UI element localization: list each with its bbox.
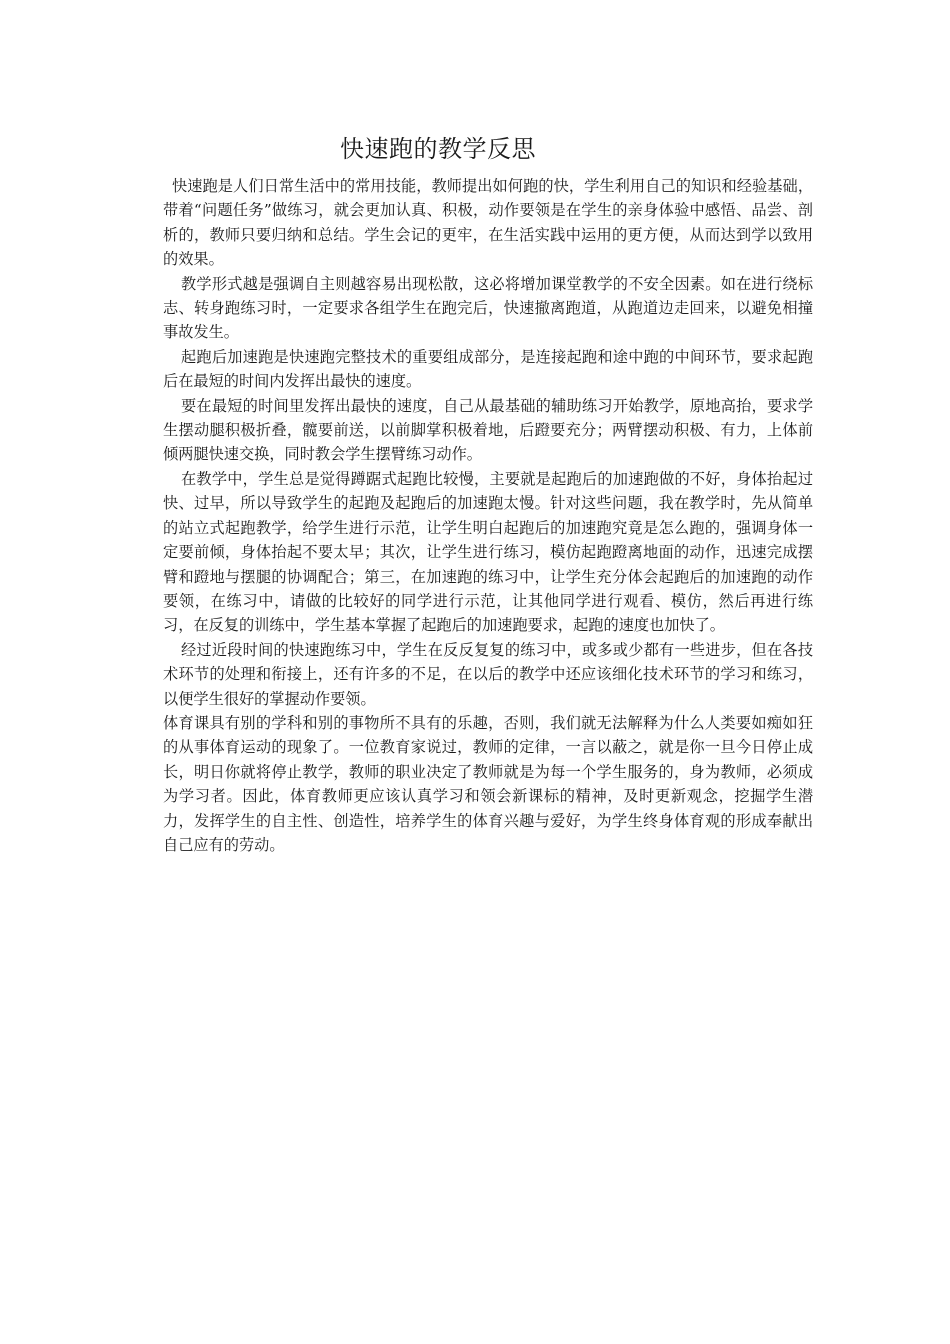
paragraph-drills: 要在最短的时间里发挥出最快的速度，自己从最基础的辅助练习开始教学，原地高抬，要求学生摆动腿积极折叠，髋要前送，以前脚掌积极着地，后蹬要充分；两臂摆动积极、有力，上体前倾两腿快速交换，同时教会学生摆臂练习动作。 bbox=[163, 396, 813, 464]
paragraph-safety: 教学形式越是强调自主则越容易出现松散，这必将增加课堂教学的不安全因素。如在进行绕标志、转身跑练习时，一定要求各组学生在跑完后，快速撤离跑道，从跑道边走回来，以避免相撞事故发生。 bbox=[163, 274, 813, 342]
document-body bbox=[163, 174, 813, 857]
paragraph-conclusion: 体育课具有别的学科和别的事物所不具有的乐趣，否则，我们就无法解释为什么人类要如痴如狂的从事体育运动的现象了。一位教育家说过，教师的定律，一言以蔽之，就是你一旦今日停止成长，明日你就将停止教学，教师的职业决定了教师就是为每一个学生服务的，身为教师，必须成为学习者。因此，体育教师更应该认真学习和领会新课标的精神，及时更新观念，挖掘学生潜力，发挥学生的自主性、创造性，培养学生的体育兴趣与爱好，为学生终身体育观的形成奉献出自己应有的劳动。 bbox=[163, 713, 813, 854]
document-title: 快速跑的教学反思 bbox=[340, 135, 536, 163]
paragraph-acceleration: 起跑后加速跑是快速跑完整技术的重要组成部分，是连接起跑和途中跑的中间环节，要求起跑后在最短的时间内发挥出最快的速度。 bbox=[163, 347, 813, 391]
paragraph-progress: 经过近段时间的快速跑练习中，学生在反反复复的练习中，或多或少都有一些进步，但在各技术环节的处理和衔接上，还有许多的不足，在以后的教学中还应该细化技术环节的学习和练习，以便学生很好的掌握动作要领。 bbox=[163, 640, 813, 708]
paragraph-intro: 快速跑是人们日常生活中的常用技能，教师提出如何跑的快，学生利用自己的知识和经验基础，带着“问题任务”做练习，就会更加认真、积极，动作要领是在学生的亲身体验中感悟、品尝、剖析的，教师只要归纳和总结。学生会记的更牢，在生活实践中运用的更方便，从而达到学以致用的效果。 bbox=[163, 177, 813, 269]
paragraph-teaching-steps: 在教学中，学生总是觉得蹲踞式起跑比较慢，主要就是起跑后的加速跑做的不好，身体抬起过快、过早，所以导致学生的起跑及起跑后的加速跑太慢。针对这些问题，我在教学时，先从简单的站立式起跑教学，给学生进行示范，让学生明白起跑后的加速跑究竟是怎么跑的，强调身体一定要前倾，身体抬起不要太早；其次，让学生进行练习，模仿起跑蹬离地面的动作，迅速完成摆臂和蹬地与摆腿的协调配合；第三，在加速跑的练习中，让学生充分体会起跑后的加速跑的动作要领，在练习中，请做的比较好的同学进行示范，让其他同学进行观看、模仿，然后再进行练习，在反复的训练中，学生基本掌握了起跑后的加速跑要求，起跑的速度也加快了。 bbox=[163, 469, 813, 635]
